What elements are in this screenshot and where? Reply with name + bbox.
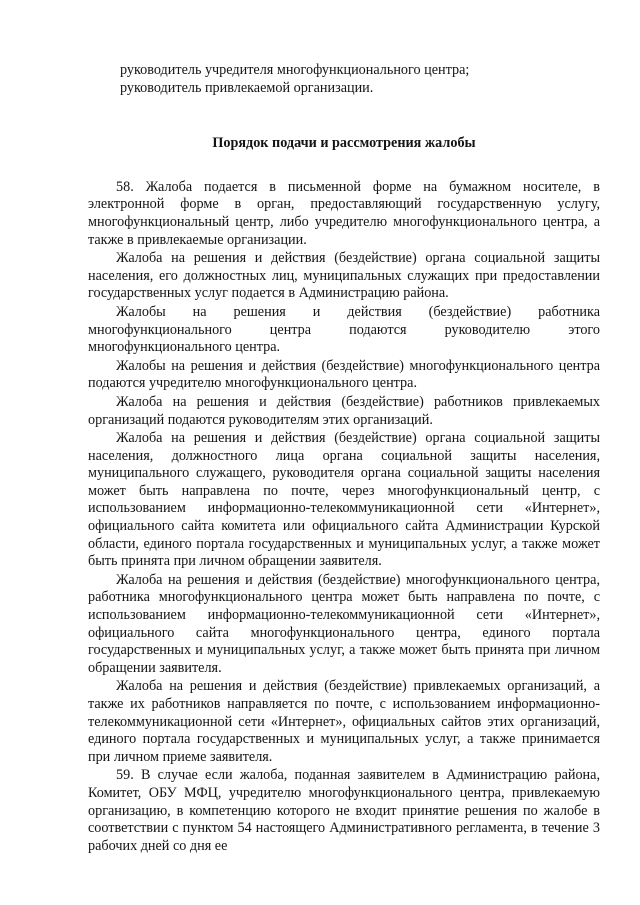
section-heading: Порядок подачи и рассмотрения жалобы (212, 135, 476, 152)
paragraph: Жалоба на решения и действия (бездействие) работников привлекаемых организаций подаются руководителям этих организаций. (88, 393, 600, 428)
paragraph: Жалоба на решения и действия (бездействие) органа социальной защиты населения, его должностных лиц, муниципальных служащих при предоставлении государственных услуг подается в Администрацию района. (88, 250, 600, 302)
document-body (88, 62, 600, 855)
text-line: руководитель привлекаемой организации. (120, 79, 374, 96)
paragraph: Жалоба на решения и действия (бездействие) органа социальной защиты населения, должностного лица органа социальной защиты населения, муниципального служащего, руководителя органа социальной защиты населения может быть направлена по почте, через многофункциональный центр, с использованием информационно-телекоммуникационной сети «Интернет», официального сайта комитета или официального сайта Администрации Курской области, единого портала государственных и муниципальных услуг, а также может быть принята при личном обращении заявителя. (88, 430, 600, 570)
paragraph: Жалоба на решения и действия (бездействие) привлекаемых организаций, а также их работников направляется по почте, с использованием информационно-телекоммуникационной сети «Интернет», официальных сайтов этих организаций, единого портала государственных и муниципальных услуг, а также принимается при личном приеме заявителя. (88, 678, 600, 765)
paragraph: Жалобы на решения и действия (бездействие) работника многофункционального центра подаются руководителю этого многофункционального центра. (88, 303, 600, 356)
paragraph: Жалобы на решения и действия (бездействие) многофункционального центра подаются учредителю многофункционального центра. (88, 357, 600, 392)
paragraph: Жалоба на решения и действия (бездействие) многофункционального центра, работника многофункционального центра может быть направлена по почте, с использованием информационно-телекоммуникационной сети «Интернет», официального сайта многофункционального центра, единого портала государственных и муниципальных услуг, а также может быть принята при личном обращении заявителя. (88, 571, 600, 676)
text-line: руководитель учредителя многофункционального центра; (120, 62, 470, 78)
paragraph: 59. В случае если жалоба, поданная заявителем в Администрацию района, Комитет, ОБУ МФЦ, учредителю многофункционального центра, привлекаемую организацию, в компетенцию которого не входит принятие решения по жалобе в соответствии с пунктом 54 настоящего Административного регламента, в течение 3 рабочих дней со дня ее (88, 767, 600, 854)
paragraph: 58. Жалоба подается в письменной форме на бумажном носителе, в электронной форме в орган, предоставляющий государственную услугу, многофункциональный центр, либо учредителю многофункционального центра, а также в привлекаемые организации. (88, 178, 600, 248)
